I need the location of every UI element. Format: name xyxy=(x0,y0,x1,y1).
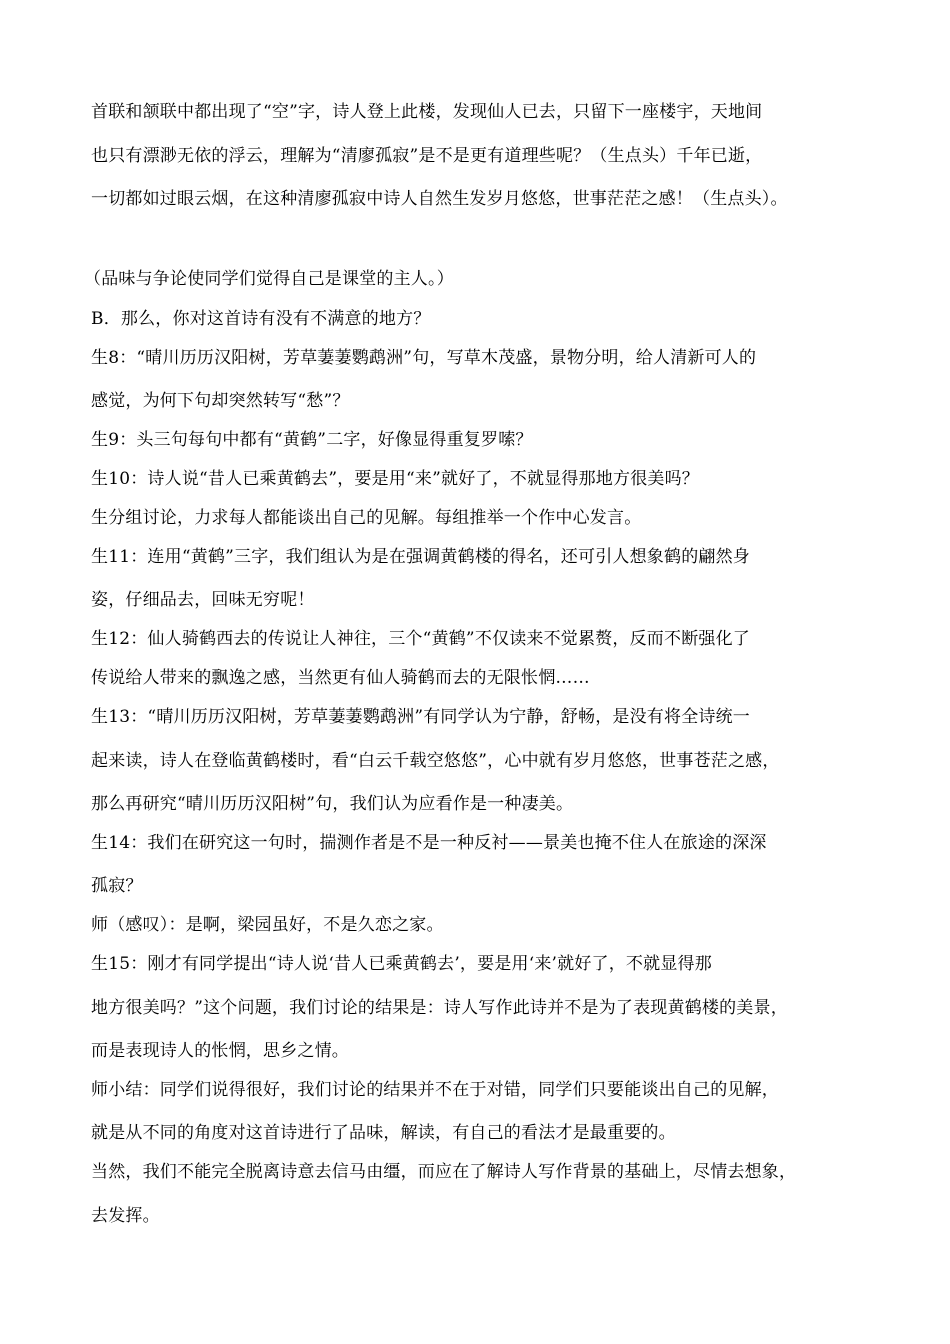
paragraph-line: 师小结：同学们说得很好，我们讨论的结果并不在于对错，同学们只要能谈出自己的见解， xyxy=(91,1080,779,1100)
paragraph-line: 生14：我们在研究这一句时，揣测作者是不是一种反衬——景美也掩不住人在旅途的深深 xyxy=(91,833,767,853)
paragraph-line: 生11：连用“黄鹤”三字，我们组认为是在强调黄鹤楼的得名，还可引人想象鹤的翩然身 xyxy=(91,547,751,567)
paragraph-line: 而是表现诗人的怅惘，思乡之情。 xyxy=(91,1041,349,1061)
paragraph-line: 当然，我们不能完全脱离诗意去信马由缰，而应在了解诗人写作背景的基础上，尽情去想象， xyxy=(91,1162,797,1182)
paragraph-line: 就是从不同的角度对这首诗进行了品味，解读，有自己的看法才是最重要的。 xyxy=(91,1123,676,1143)
paragraph-line: 那么再研究“晴川历历汉阳树”句，我们认为应看作是一种凄美。 xyxy=(91,794,574,814)
paragraph-line: 生8：“晴川历历汉阳树，芳草萋萋鹦鹉洲”句，写草木茂盛，景物分明，给人清新可人的 xyxy=(91,348,757,368)
paragraph-line: 去发挥。 xyxy=(91,1206,160,1226)
paragraph-line: 生13：“晴川历历汉阳树，芳草萋萋鹦鹉洲”有同学认为宁静，舒畅，是没有将全诗统一 xyxy=(91,707,751,727)
paragraph-line: 感觉，为何下句却突然转写“愁”？ xyxy=(91,391,350,411)
paragraph-line: 生12：仙人骑鹤西去的传说让人神往，三个“黄鹤”不仅读来不觉累赘，反而不断强化了 xyxy=(91,629,751,649)
paragraph-line: 生分组讨论，力求每人都能谈出自己的见解。每组推举一个作中心发言。 xyxy=(91,508,642,528)
paragraph-line: 也只有漂渺无依的浮云，理解为“清廖孤寂”是不是更有道理些呢？（生点头）千年已逝， xyxy=(91,146,763,166)
paragraph-line: 生9：头三句每句中都有“黄鹤”二字，好像显得重复罗嗦？ xyxy=(91,430,533,450)
paragraph-line: 生10：诗人说“昔人已乘黄鹤去”，要是用“来”就好了，不就显得那地方很美吗？ xyxy=(91,469,699,489)
paragraph-line: 师（感叹）：是啊，梁园虽好，不是久恋之家。 xyxy=(91,915,444,935)
paragraph-line: （品味与争论使同学们觉得自己是课堂的主人。） xyxy=(84,269,454,289)
paragraph-line: 起来读，诗人在登临黄鹤楼时，看“白云千载空悠悠”，心中就有岁月悠悠，世事苍茫之感， xyxy=(91,751,780,771)
paragraph-line: 生15：刚才有同学提出“诗人说‘昔人已乘黄鹤去’，要是用‘来’就好了，不就显得那 xyxy=(91,954,712,974)
paragraph-line: 姿，仔细品去，回味无穷呢！ xyxy=(91,590,315,610)
paragraph-line: 传说给人带来的飘逸之感，当然更有仙人骑鹤而去的无限怅惘…… xyxy=(91,668,590,688)
paragraph-line: B．那么，你对这首诗有没有不满意的地方？ xyxy=(91,309,431,329)
paragraph-line: 地方很美吗？”这个问题，我们讨论的结果是：诗人写作此诗并不是为了表现黄鹤楼的美景， xyxy=(91,998,788,1018)
paragraph-line: 首联和颔联中都出现了“空”字，诗人登上此楼，发现仙人已去，只留下一座楼宇，天地间 xyxy=(91,102,763,122)
paragraph-line: 一切都如过眼云烟，在这种清廖孤寂中诗人自然生发岁月悠悠，世事茫茫之感！（生点头）。 xyxy=(91,189,788,209)
paragraph-line: 孤寂？ xyxy=(91,876,143,896)
